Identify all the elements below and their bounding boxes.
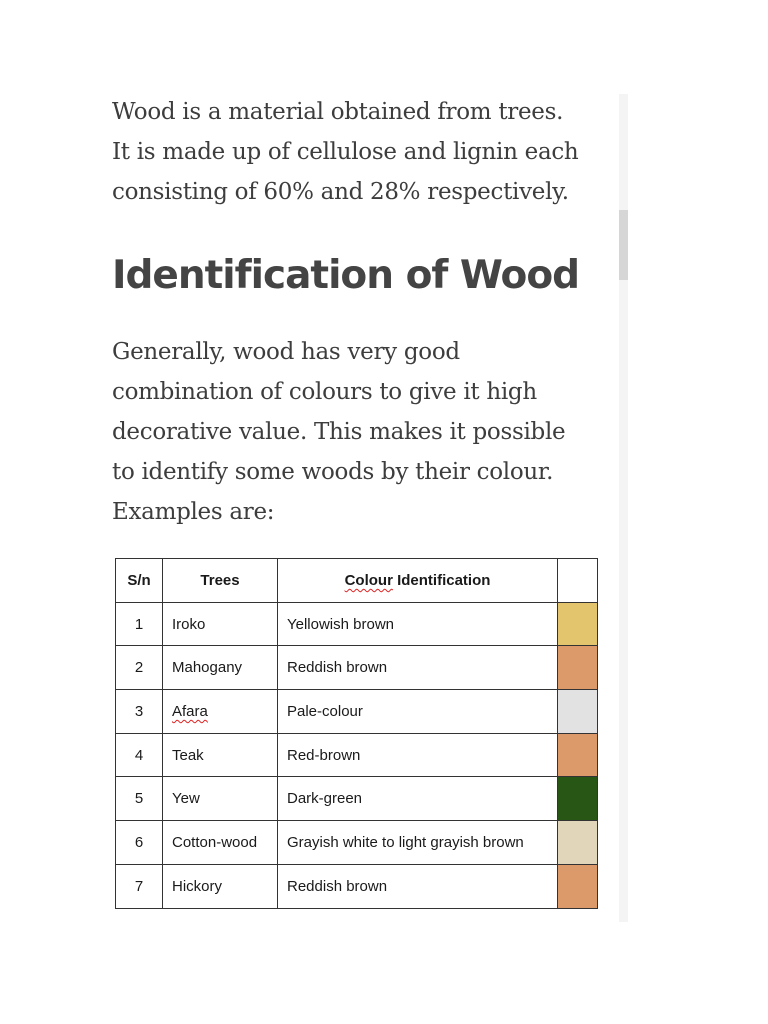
section-heading: Identification of Wood <box>112 253 580 298</box>
colour-swatch <box>558 733 598 777</box>
row-sn: 3 <box>116 690 163 734</box>
row-sn: 1 <box>116 602 163 646</box>
wood-colour-table <box>115 558 598 909</box>
row-colour-text: Pale-colour <box>287 702 363 720</box>
header-swatch <box>558 559 598 603</box>
row-tree <box>163 690 278 734</box>
row-sn: 6 <box>116 821 163 865</box>
scrollbar-thumb[interactable] <box>619 210 628 280</box>
row-colour <box>278 690 558 734</box>
row-tree: Cotton-wood <box>163 821 278 865</box>
row-colour: Reddish brown <box>278 646 558 690</box>
row-tree: Mahogany <box>163 646 278 690</box>
header-identification-word: Identification <box>392 571 491 589</box>
body-paragraph <box>112 332 602 532</box>
intro-line: consisting of 60% and 28% respectively. <box>112 179 569 205</box>
body-line: combination of colours to give it high <box>112 379 537 405</box>
header-colour-word: Colour <box>344 571 393 589</box>
colour-swatch <box>558 646 598 690</box>
row-sn: 7 <box>116 864 163 908</box>
body-line: Examples are: <box>112 499 275 525</box>
table-row <box>116 690 598 734</box>
body-line: Generally, wood has very good <box>112 339 460 365</box>
row-colour: Grayish white to light grayish brown <box>278 821 558 865</box>
row-tree-text: Afara <box>172 702 208 720</box>
header-colour-identification <box>278 559 558 603</box>
row-colour: Yellowish brown <box>278 602 558 646</box>
article-content <box>112 92 602 532</box>
intro-line: Wood is a material obtained from trees. <box>112 99 564 125</box>
table-header-row <box>116 559 598 603</box>
header-trees: Trees <box>163 559 278 603</box>
wood-colour-table-image <box>115 558 597 909</box>
row-colour: Red-brown <box>278 733 558 777</box>
colour-swatch <box>558 777 598 821</box>
colour-swatch <box>558 864 598 908</box>
row-tree: Yew <box>163 777 278 821</box>
row-sn: 5 <box>116 777 163 821</box>
colour-swatch <box>558 602 598 646</box>
table-row <box>116 864 598 908</box>
colour-swatch <box>558 821 598 865</box>
row-colour: Dark-green <box>278 777 558 821</box>
body-line: to identify some woods by their colour. <box>112 459 554 485</box>
scrollbar[interactable] <box>619 94 628 922</box>
row-colour: Reddish brown <box>278 864 558 908</box>
colour-swatch <box>558 690 598 734</box>
table-row <box>116 821 598 865</box>
row-tree: Teak <box>163 733 278 777</box>
intro-paragraph <box>112 92 602 212</box>
table-row <box>116 777 598 821</box>
intro-line: It is made up of cellulose and lignin each <box>112 139 579 165</box>
header-sn: S/n <box>116 559 163 603</box>
row-tree: Iroko <box>163 602 278 646</box>
row-sn: 4 <box>116 733 163 777</box>
table-row <box>116 602 598 646</box>
body-line: decorative value. This makes it possible <box>112 419 566 445</box>
row-sn: 2 <box>116 646 163 690</box>
table-row <box>116 646 598 690</box>
table-row <box>116 733 598 777</box>
row-tree: Hickory <box>163 864 278 908</box>
